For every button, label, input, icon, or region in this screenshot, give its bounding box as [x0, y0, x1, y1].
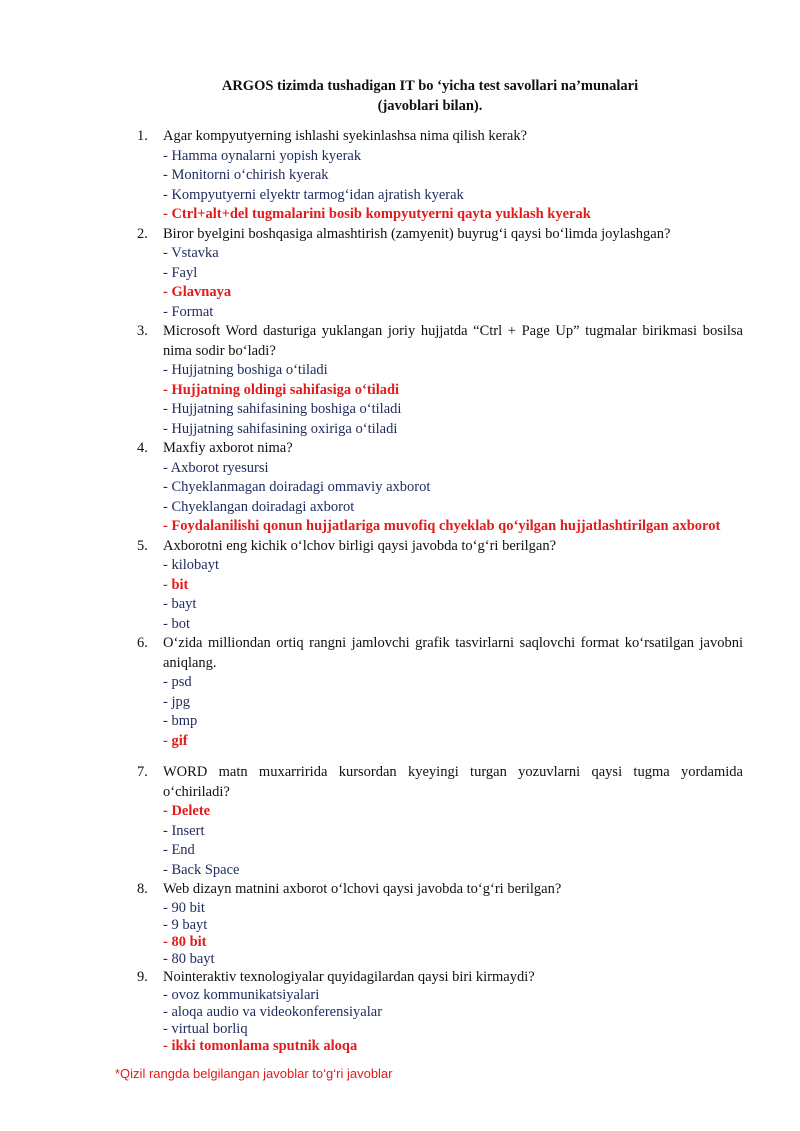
answer-option: - Format [163, 303, 214, 320]
question-7 [137, 763, 743, 880]
answer-option: - Kompyutyerni elyektr tarmog‘idan ajratish kyerak [163, 186, 464, 203]
answer-option: - 80 bayt [163, 950, 215, 967]
answer-option: - Fayl [163, 264, 198, 281]
answer-option: - Axborot ryesursi [163, 459, 269, 476]
answer-option: - Hujjatning boshiga o‘tiladi [163, 362, 328, 378]
question-number: 2. [137, 225, 148, 242]
answer-option: - Chyeklangan doiradagi axborot [163, 498, 355, 515]
question-number: 3. [137, 323, 148, 339]
correct-answer: - gif [163, 732, 188, 749]
question-list [137, 127, 743, 1055]
answer-option: - kilobayt [163, 557, 219, 573]
answer-option: - Vstavka [163, 245, 219, 261]
answer-option: - Hujjatning sahifasining boshiga o‘tiladi [163, 401, 402, 417]
answer-option: - bot [163, 615, 190, 632]
question-text: Biror byelgini boshqasiga almashtirish (zamyenit) buyrug‘i qaysi bo‘limda joylashgan? [163, 225, 671, 242]
question-number: 7. [137, 764, 148, 780]
answer-option: - jpg [163, 693, 190, 710]
question-2 [137, 225, 743, 323]
answer-option: - 9 bayt [163, 916, 208, 933]
title-line-1: ARGOS tizimda tushadigan IT bo ‘yicha test savollari na’munalari [221, 78, 639, 94]
answer-option: - Insert [163, 822, 205, 839]
question-8 [137, 880, 743, 968]
answer-option: - Hujjatning sahifasining oxiriga o‘tiladi [163, 420, 398, 437]
question-9 [137, 968, 743, 1056]
question-text: Agar kompyutyerning ishlashi syekinlashsa nima qilish kerak? [163, 128, 528, 144]
correct-answer: - 80 bit [163, 933, 207, 950]
question-number: 4. [137, 440, 148, 456]
answer-option: - Back Space [163, 861, 240, 878]
title-line-2: (javoblari bilan). [377, 98, 483, 114]
question-6 [137, 634, 743, 751]
answer-option: - aloqa audio va videokonferensiyalar [163, 1004, 383, 1020]
correct-answer: - Delete [163, 803, 211, 819]
footnote: *Qizil rangda belgilangan javoblar to‘g‘ri javoblar [115, 1066, 393, 1081]
question-text: WORD matn muxarririda kursordan kyeyingi turgan yozuvlarni qaysi tugma yordamida o‘chiriladi? [163, 764, 743, 800]
answer-option: - End [163, 842, 195, 858]
question-1 [137, 127, 743, 225]
answer-option: - virtual borliq [163, 1021, 248, 1037]
correct-answer: - ikki tomonlama sputnik aloqa [163, 1038, 358, 1054]
question-5 [137, 537, 743, 635]
answer-option: - ovoz kommunikatsiyalari [163, 987, 320, 1003]
answer-option: - bmp [163, 713, 198, 729]
question-text: Nointeraktiv texnologiyalar quyidagilardan qaysi biri kirmaydi? [163, 968, 535, 985]
answer-option: - psd [163, 674, 192, 690]
correct-answer: - Ctrl+alt+del tugmalarini bosib kompyutyerni qayta yuklash kyerak [163, 206, 591, 222]
question-4 [137, 439, 743, 537]
document-title [0, 76, 800, 116]
correct-answer: - Foydalanilishi qonun hujjatlariga muvofiq chyeklab qo‘yilgan hujjatlashtirilgan axborot [163, 518, 721, 534]
question-number: 1. [137, 128, 148, 144]
correct-answer: - bit [163, 576, 189, 593]
answer-option: - Hamma oynalarni yopish kyerak [163, 147, 362, 164]
answer-option: - bayt [163, 596, 197, 612]
answer-option: - 90 bit [163, 899, 205, 916]
question-text: Maxfiy axborot nima? [163, 440, 293, 456]
correct-answer: - Glavnaya [163, 284, 232, 300]
question-number: 9. [137, 968, 148, 985]
question-number: 5. [137, 537, 148, 554]
answer-option: - Chyeklanmagan doiradagi ommaviy axborot [163, 479, 431, 495]
question-text: Axborotni eng kichik o‘lchov birligi qaysi javobda to‘g‘ri berilgan? [163, 537, 557, 554]
answer-option: - Monitorni o‘chirish kyerak [163, 167, 329, 183]
question-3 [137, 322, 743, 439]
question-text: Web dizayn matnini axborot o‘lchovi qaysi javobda to‘g‘ri berilgan? [163, 881, 562, 897]
question-number: 8. [137, 881, 148, 897]
correct-answer: - Hujjatning oldingi sahifasiga o‘tiladi [163, 381, 400, 398]
question-text: O‘zida milliondan ortiq rangni jamlovchi grafik tasvirlarni saqlovchi format ko‘rsatilgan javobni aniqlang. [163, 635, 743, 671]
question-text: Microsoft Word dasturiga yuklangan joriy hujjatda “Ctrl + Page Up” tugmalar birikmasi bosilsa nima sodir bo‘ladi? [163, 323, 743, 359]
question-number: 6. [137, 635, 148, 651]
